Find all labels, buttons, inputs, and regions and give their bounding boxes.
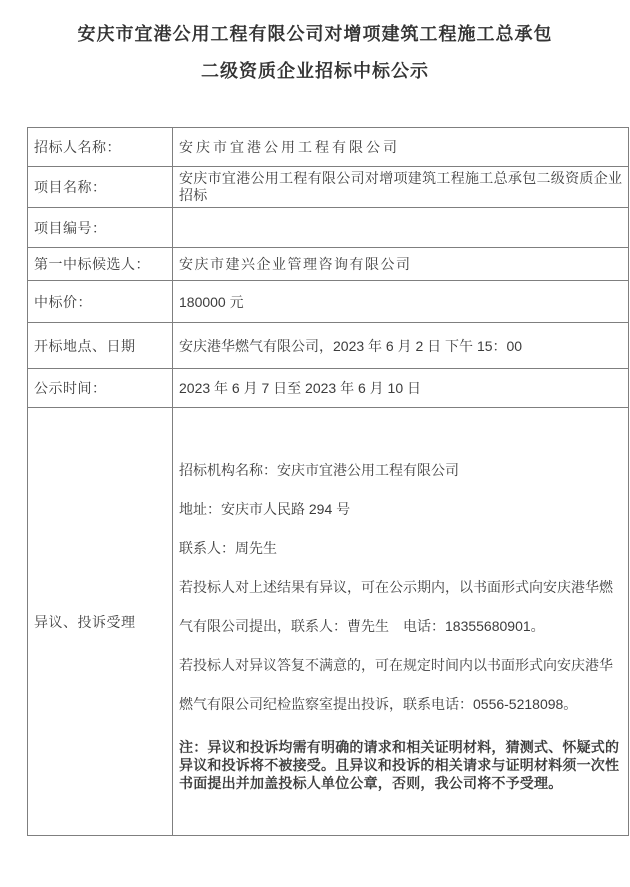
- objection-procedure-1: 若投标人对上述结果有异议，可在公示期内，以书面形式向安庆港华燃气有限公司提出，联系人：曹先生 电话：18355680901。: [179, 579, 613, 634]
- table-row-project-name: [28, 167, 629, 208]
- table-row-project-number: [28, 208, 629, 248]
- page-title-line-1: 安庆市宜港公用工程有限公司对增项建筑工程施工总承包: [77, 24, 553, 44]
- publicity-period-value: 2023 年 6 月 7 日至 2023 年 6 月 10 日: [173, 369, 629, 408]
- table-row-opening-place-date: [28, 323, 629, 369]
- project-name-value: 安庆市宜港公用工程有限公司对增项建筑工程施工总承包二级资质企业招标: [173, 167, 629, 208]
- table-row-first-candidate: [28, 248, 629, 281]
- objection-note: 注：异议和投诉均需有明确的请求和相关证明材料，猜测式、怀疑式的异议和投诉将不被接受。且异议和投诉的相关请求与证明材料须一次性书面提出并加盖投标人单位公章，否则，我公司将不予受理。: [179, 739, 620, 791]
- table-row-bidder-name: [28, 128, 629, 167]
- objection-procedure-2: 若投标人对异议答复不满意的，可在规定时间内以书面形式向安庆港华燃气有限公司纪检监察室提出投诉，联系电话：0556-5218098。: [179, 657, 613, 712]
- publicity-period-label: 公示时间：: [28, 369, 173, 408]
- project-number-value: [173, 208, 629, 248]
- objection-contact: 联系人：周先生: [179, 540, 277, 556]
- bidder-name-value: 安庆市宜港公用工程有限公司: [173, 128, 629, 167]
- first-candidate-label: 第一中标候选人：: [28, 248, 173, 281]
- table-row-winning-price: [28, 281, 629, 323]
- objection-address: 地址：安庆市人民路 294 号: [179, 501, 351, 517]
- opening-place-date-value: 安庆港华燃气有限公司，2023 年 6 月 2 日 下午 15：00: [173, 323, 629, 369]
- page-title-line-2: 二级资质企业招标中标公示: [201, 61, 429, 81]
- objection-agency-name: 招标机构名称：安庆市宜港公用工程有限公司: [179, 462, 459, 478]
- winning-price-value: 180000 元: [173, 281, 629, 323]
- winning-price-label: 中标价：: [28, 281, 173, 323]
- opening-place-date-label: 开标地点、日期: [28, 323, 173, 369]
- project-number-label: 项目编号：: [28, 208, 173, 248]
- notice-table: [27, 127, 629, 836]
- table-row-publicity-period: [28, 369, 629, 408]
- bidder-name-label: 招标人名称：: [28, 128, 173, 167]
- table-row-objection-complaint: [28, 408, 629, 836]
- notice-document: [0, 16, 630, 836]
- objection-complaint-label: 异议、投诉受理: [28, 408, 173, 836]
- first-candidate-value: 安庆市建兴企业管理咨询有限公司: [173, 248, 629, 281]
- objection-complaint-value: [173, 408, 629, 836]
- page-title: [0, 16, 630, 90]
- project-name-label: 项目名称：: [28, 167, 173, 208]
